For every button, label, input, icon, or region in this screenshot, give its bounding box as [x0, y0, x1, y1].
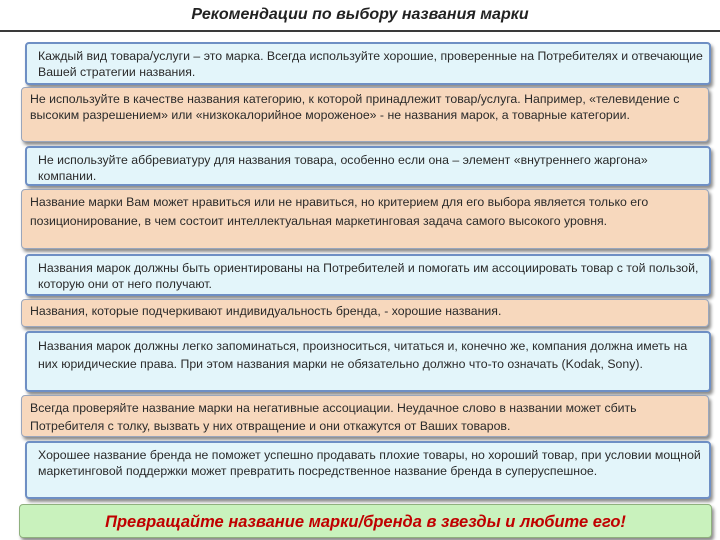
- recommendation-text-1: Каждый вид товара/услуги – это марка. Всегда используйте хорошие, проверенные на Потребителях и отвечающие Вашей стратегии названия.: [38, 49, 703, 79]
- page-title: Рекомендации по выбору названия марки: [191, 6, 529, 23]
- recommendation-text-4: Название марки Вам может нравиться или не нравиться, но критерием для его выбора является только его позиционирование, в чем состоит интеллектуальная маркетинговая задача самого высокого уровня.: [30, 195, 649, 228]
- recommendation-card-5: [25, 254, 711, 296]
- recommendation-text-9: Хорошее название бренда не поможет успешно продавать плохие товары, но хороший товар, при условии мощной маркетинговой поддержки может превратить посредственное название бренда в суперуспешное.: [38, 448, 701, 478]
- final-message-card: [19, 504, 712, 538]
- recommendation-card-1: [25, 42, 711, 85]
- recommendation-text-2: Не используйте в качестве названия категорию, к которой принадлежит товар/услуга. Например, «телевидение с высоким разрешением» или «низкокалорийное мороженое» - не названия марок, а товарные категории.: [30, 92, 680, 122]
- recommendation-card-8: [21, 395, 709, 437]
- title-divider: [0, 30, 720, 32]
- recommendation-card-7: [25, 331, 711, 392]
- recommendation-card-9: [25, 441, 711, 499]
- recommendation-card-3: [25, 146, 711, 186]
- recommendation-text-3: Не используйте аббревиатуру для названия товара, особенно если она – элемент «внутреннего жаргона» компании.: [38, 153, 648, 183]
- recommendation-card-6: [21, 299, 709, 327]
- final-message: Превращайте название марки/бренда в звезды и любите его!: [105, 513, 626, 531]
- recommendation-text-6: Названия, которые подчеркивают индивидуальность бренда, - хорошие названия.: [30, 304, 502, 318]
- recommendation-text-5: Названия марок должны быть ориентированы на Потребителей и помогать им ассоциировать товар с той пользой, которую они от него получают.: [38, 261, 699, 291]
- recommendation-card-2: [21, 87, 709, 142]
- recommendation-text-7: Названия марок должны легко запоминаться, произноситься, читаться и, конечно же, компания должна иметь на них юридические права. При этом названия марки не обязательно должно что-то означать (Kodak, Sony).: [38, 339, 688, 371]
- recommendation-card-4: [21, 189, 709, 249]
- recommendation-text-8: Всегда проверяйте название марки на негативные ассоциации. Неудачное слово в названии может сбить Потребителя с толку, вызвать у них отвращение и они откажутся от Ваших товаров.: [30, 401, 637, 433]
